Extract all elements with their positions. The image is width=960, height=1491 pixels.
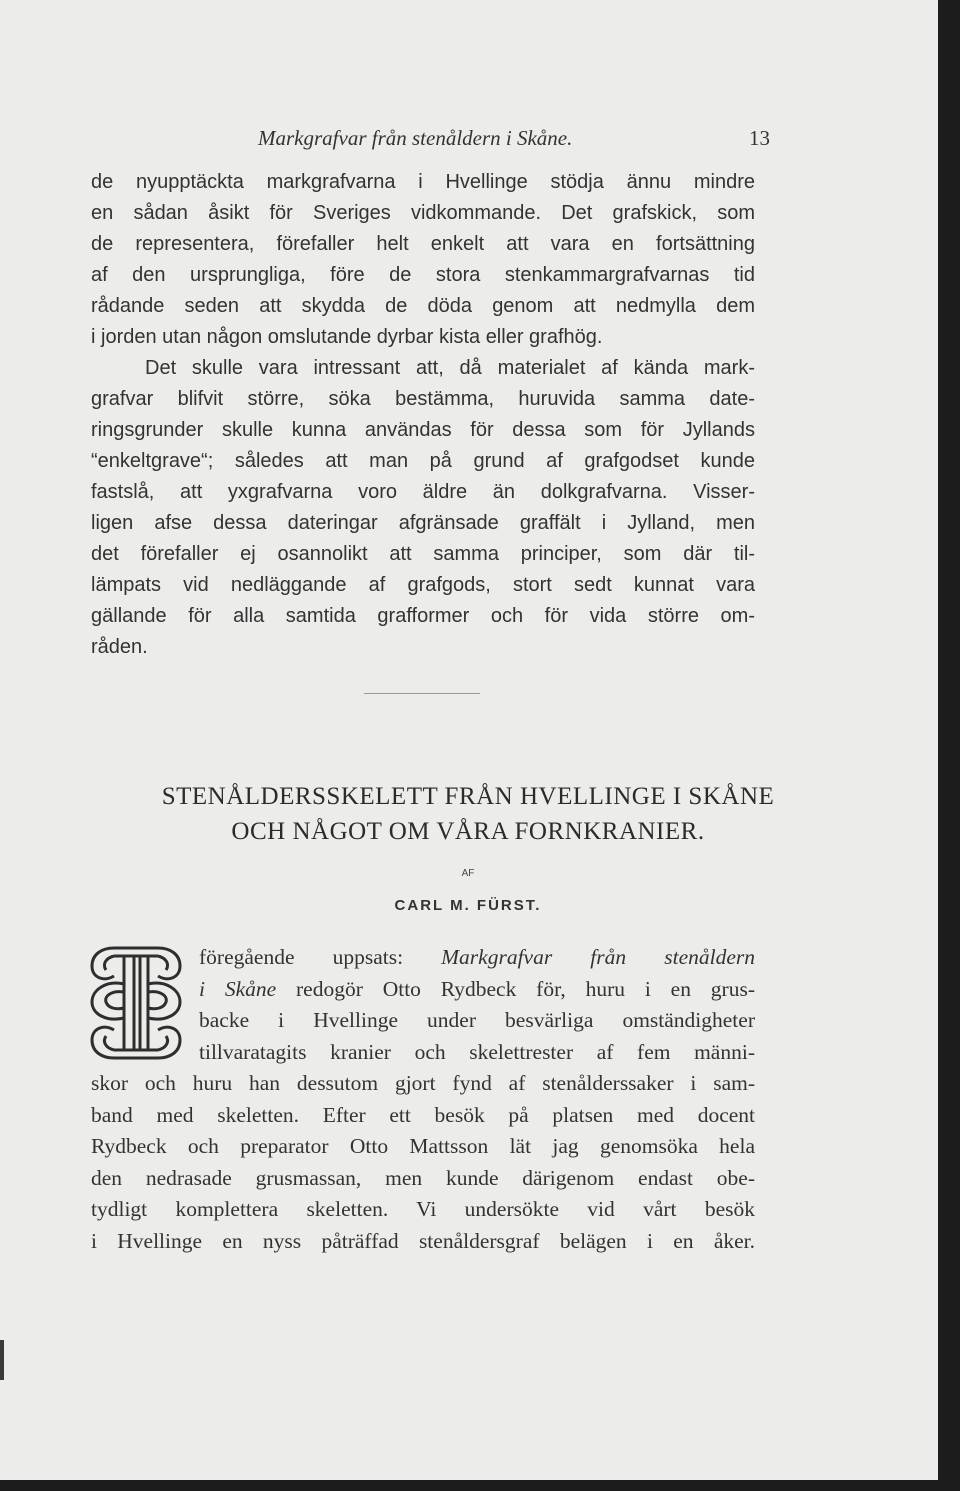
text-line: ringsgrunder skulle kunna användas för dessa som för Jyllands bbox=[91, 419, 755, 441]
running-head bbox=[258, 126, 770, 156]
opening-lines bbox=[199, 942, 755, 1068]
running-title: Markgrafvar från stenåldern i Skåne. bbox=[258, 126, 573, 150]
scan-border-right bbox=[938, 0, 960, 1491]
scan-border-bottom bbox=[0, 1480, 960, 1491]
text-line: Det skulle vara intressant att, då materialet af kända mark- bbox=[145, 357, 755, 379]
text-line: rådande seden att skydda de döda genom att nedmylla dem bbox=[91, 295, 755, 317]
text-line: gällande för alla samtida grafformer och för vida större om- bbox=[91, 605, 755, 627]
text-line: “enkeltgrave“; således att man på grund af grafgodset kunde bbox=[91, 450, 755, 472]
text-segment: redogör Otto Rydbeck för, huru i en grus- bbox=[276, 976, 755, 1001]
text-line bbox=[199, 942, 755, 974]
text-line: ligen afse dessa dateringar afgränsade graffält i Jylland, men bbox=[91, 512, 755, 534]
text-line: tillvaratagits kranier och skelettrester af fem männi- bbox=[199, 1039, 755, 1064]
text-line: lämpats vid nedläggande af grafgods, stort sedt kunnat vara bbox=[91, 574, 755, 596]
cited-title: i Skåne bbox=[199, 976, 277, 1001]
text-line: backe i Hvellinge under besvärliga omständigheter bbox=[199, 1008, 755, 1032]
text-line bbox=[199, 974, 755, 1006]
text-line: Rydbeck och preparator Otto Mattsson lät jag genomsöka hela bbox=[91, 1134, 755, 1158]
article-title-line-2: OCH NÅGOT OM VÅRA FORNKRANIER. bbox=[231, 818, 705, 845]
text-line: de nyupptäckta markgrafvarna i Hvellinge stödja ännu mindre bbox=[91, 171, 755, 193]
paragraph-2 bbox=[91, 353, 755, 663]
drop-initial-ornament bbox=[84, 944, 188, 1062]
text-line: grafvar blifvit större, söka bestämma, huruvida samma date- bbox=[91, 388, 755, 410]
text-line: tydligt komplettera skeletten. Vi undersökte vid vårt besök bbox=[91, 1197, 755, 1221]
scan-mark-left bbox=[0, 1340, 4, 1380]
section-divider bbox=[364, 693, 480, 694]
ornamental-initial-i-icon bbox=[84, 944, 188, 1062]
text-line: skor och huru han dessutom gjort fynd af stenålderssaker i sam- bbox=[91, 1071, 755, 1095]
byline-prefix: AF bbox=[461, 868, 475, 879]
text-line: råden. bbox=[91, 636, 148, 658]
article-title-line-1: STENÅLDERSSKELETT FRÅN HVELLINGE I SKÅNE bbox=[161, 783, 775, 810]
text-line: de representera, förefaller helt enkelt att vara en fortsättning bbox=[91, 233, 755, 255]
text-line: i Hvellinge en nyss påträffad stenåldersgraf belägen i en åker. bbox=[91, 1228, 755, 1253]
cited-title: Markgrafvar från stenåldern bbox=[441, 945, 755, 969]
text-line: i jorden utan någon omslutande dyrbar kista eller grafhög. bbox=[91, 326, 603, 348]
text-line: fastslå, att yxgrafvarna voro äldre än dolkgrafvarna. Visser- bbox=[91, 481, 755, 503]
paragraph-1 bbox=[91, 167, 755, 353]
text-line: den nedrasade grusmassan, men kunde därigenom endast obe- bbox=[91, 1165, 755, 1190]
page-number: 13 bbox=[749, 126, 770, 150]
article-body bbox=[91, 1068, 755, 1257]
text-line: det förefaller ej osannolikt att samma principer, som där til- bbox=[91, 543, 755, 565]
text-line: band med skeletten. Efter ett besök på platsen med docent bbox=[91, 1102, 755, 1127]
text-line: af den ursprungliga, före de stora stenkammargrafvarnas tid bbox=[91, 264, 755, 286]
text-segment: föregående uppsats: bbox=[199, 945, 442, 969]
author-name: CARL M. FÜRST. bbox=[394, 897, 542, 914]
text-line: en sådan åsikt för Sveriges vidkommande. Det grafskick, som bbox=[91, 202, 755, 224]
